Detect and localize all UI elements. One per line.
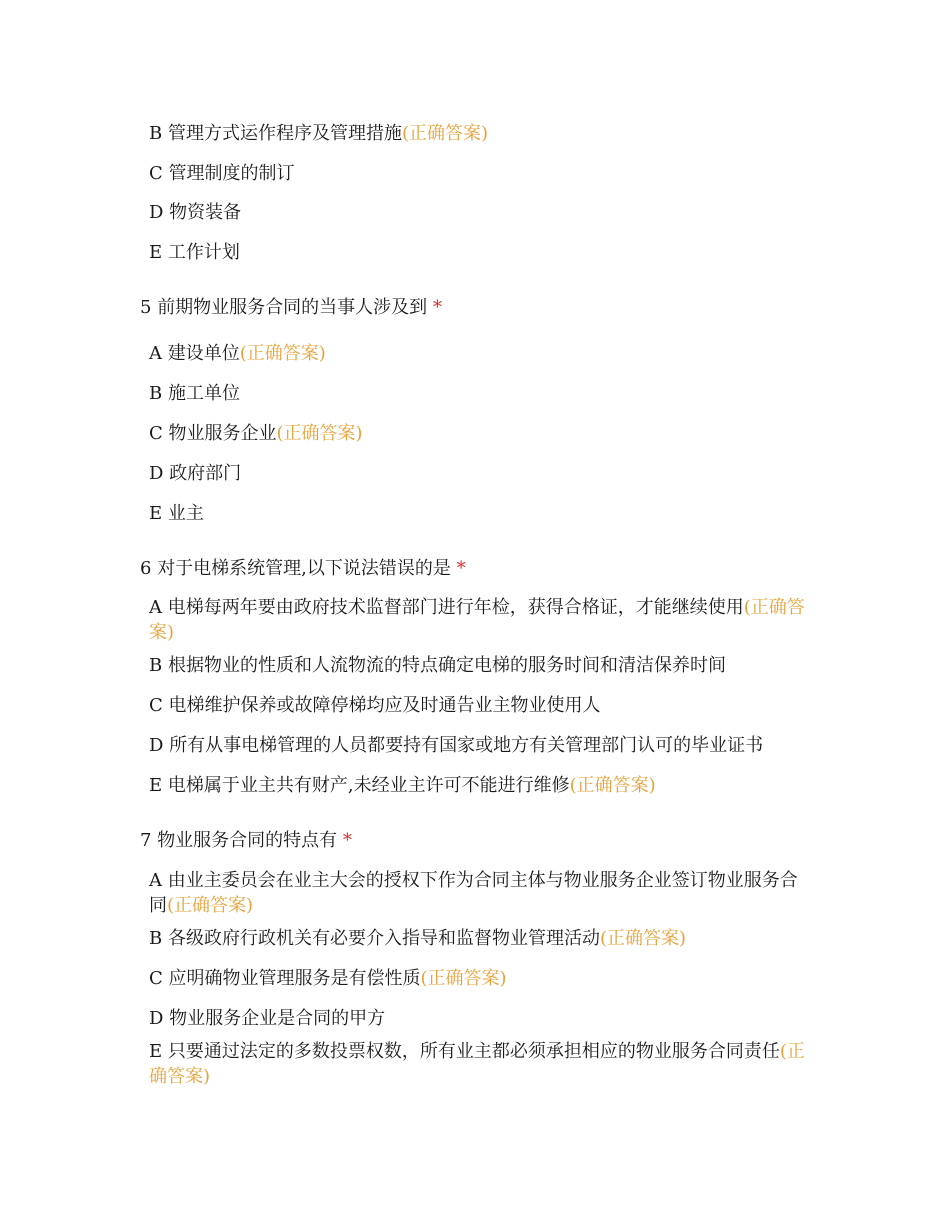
question-number: 6 — [140, 558, 152, 579]
option-q7-d — [149, 1006, 385, 1031]
option-q6-d — [149, 733, 763, 758]
question-title — [140, 556, 466, 581]
option-text: 建设单位 — [167, 343, 240, 364]
option-q6-a — [149, 595, 809, 645]
option-q7-c — [149, 966, 507, 991]
option-q5-a — [149, 341, 326, 366]
question-number: 7 — [140, 830, 152, 851]
correct-answer-mark: (正确答案) — [276, 423, 363, 444]
option-text: 只要通过法定的多数投票权数，所有业主都必须承担相应的物业服务合同责任 — [167, 1041, 780, 1062]
option-q6-b — [149, 653, 726, 678]
option-text: 物业服务企业 — [168, 423, 277, 444]
option-letter: D — [149, 202, 164, 223]
option-text: 物业服务企业是合同的甲方 — [169, 1008, 386, 1029]
option-letter: E — [149, 242, 163, 263]
option-text: 政府部门 — [169, 463, 242, 484]
option-letter: C — [149, 423, 163, 444]
required-asterisk: * — [342, 830, 352, 851]
option-q4-d — [149, 200, 241, 225]
option-letter: D — [149, 463, 164, 484]
option-letter: C — [149, 695, 163, 716]
option-text: 应明确物业管理服务是有偿性质 — [168, 968, 421, 989]
option-text: 管理方式运作程序及管理措施 — [167, 123, 402, 144]
correct-answer-mark: (正确答案) — [149, 1041, 805, 1087]
option-text: 所有从事电梯管理的人员都要持有国家或地方有关管理部门认可的毕业证书 — [169, 735, 764, 756]
question-number: 5 — [140, 297, 152, 318]
correct-answer-mark: (正确答案) — [167, 895, 254, 916]
option-text: 工作计划 — [167, 242, 240, 263]
correct-answer-mark: (正确答案) — [401, 123, 489, 144]
option-q6-e — [149, 773, 656, 798]
option-q7-a — [149, 868, 809, 918]
option-letter: C — [149, 163, 163, 184]
option-letter: B — [149, 123, 163, 144]
option-text: 管理制度的制订 — [168, 163, 295, 184]
option-letter: A — [149, 343, 162, 364]
correct-answer-mark: (正确答案) — [149, 597, 805, 643]
option-q5-b — [149, 381, 240, 406]
option-text: 各级政府行政机关有必要介入指导和监督物业管理活动 — [167, 928, 600, 949]
option-q5-d — [149, 461, 241, 486]
option-text: 电梯每两年要由政府技术监督部门进行年检，获得合格证，才能继续使用 — [167, 597, 744, 618]
option-text: 电梯属于业主共有财产,未经业主许可不能进行维修 — [167, 775, 570, 796]
correct-answer-mark: (正确答案) — [420, 968, 507, 989]
option-letter: C — [149, 968, 163, 989]
option-q5-e — [149, 501, 204, 526]
option-text: 施工单位 — [167, 383, 240, 404]
option-q4-b — [149, 121, 488, 146]
option-letter: A — [149, 597, 162, 618]
option-text: 物资装备 — [169, 202, 242, 223]
option-q4-c — [149, 161, 295, 186]
question-text: 前期物业服务合同的当事人涉及到 — [157, 297, 428, 318]
question-text: 对于电梯系统管理,以下说法错误的是 — [157, 558, 451, 579]
question-title — [140, 828, 352, 853]
question-title — [140, 295, 442, 320]
correct-answer-mark: (正确答案) — [599, 928, 687, 949]
required-asterisk: * — [432, 297, 442, 318]
option-letter: D — [149, 1008, 164, 1029]
option-letter: B — [149, 655, 163, 676]
option-q4-e — [149, 240, 240, 265]
option-text: 电梯维护保养或故障停梯均应及时通告业主物业使用人 — [168, 695, 601, 716]
option-text: 根据物业的性质和人流物流的特点确定电梯的服务时间和清洁保养时间 — [167, 655, 726, 676]
option-text: 业主 — [167, 503, 204, 524]
option-q7-b — [149, 926, 686, 951]
option-letter: E — [149, 503, 163, 524]
option-letter: D — [149, 735, 164, 756]
correct-answer-mark: (正确答案) — [569, 775, 656, 796]
option-letter: E — [149, 1041, 163, 1062]
option-text: 由业主委员会在业主大会的授权下作为合同主体与物业服务企业签订物业服务合同 — [149, 870, 798, 916]
option-q6-c — [149, 693, 601, 718]
option-letter: A — [149, 870, 162, 891]
option-q7-e — [149, 1039, 809, 1089]
required-asterisk: * — [456, 558, 466, 579]
option-letter: B — [149, 928, 163, 949]
option-q5-c — [149, 421, 363, 446]
option-letter: E — [149, 775, 163, 796]
option-letter: B — [149, 383, 163, 404]
correct-answer-mark: (正确答案) — [239, 343, 326, 364]
question-text: 物业服务合同的特点有 — [157, 830, 338, 851]
